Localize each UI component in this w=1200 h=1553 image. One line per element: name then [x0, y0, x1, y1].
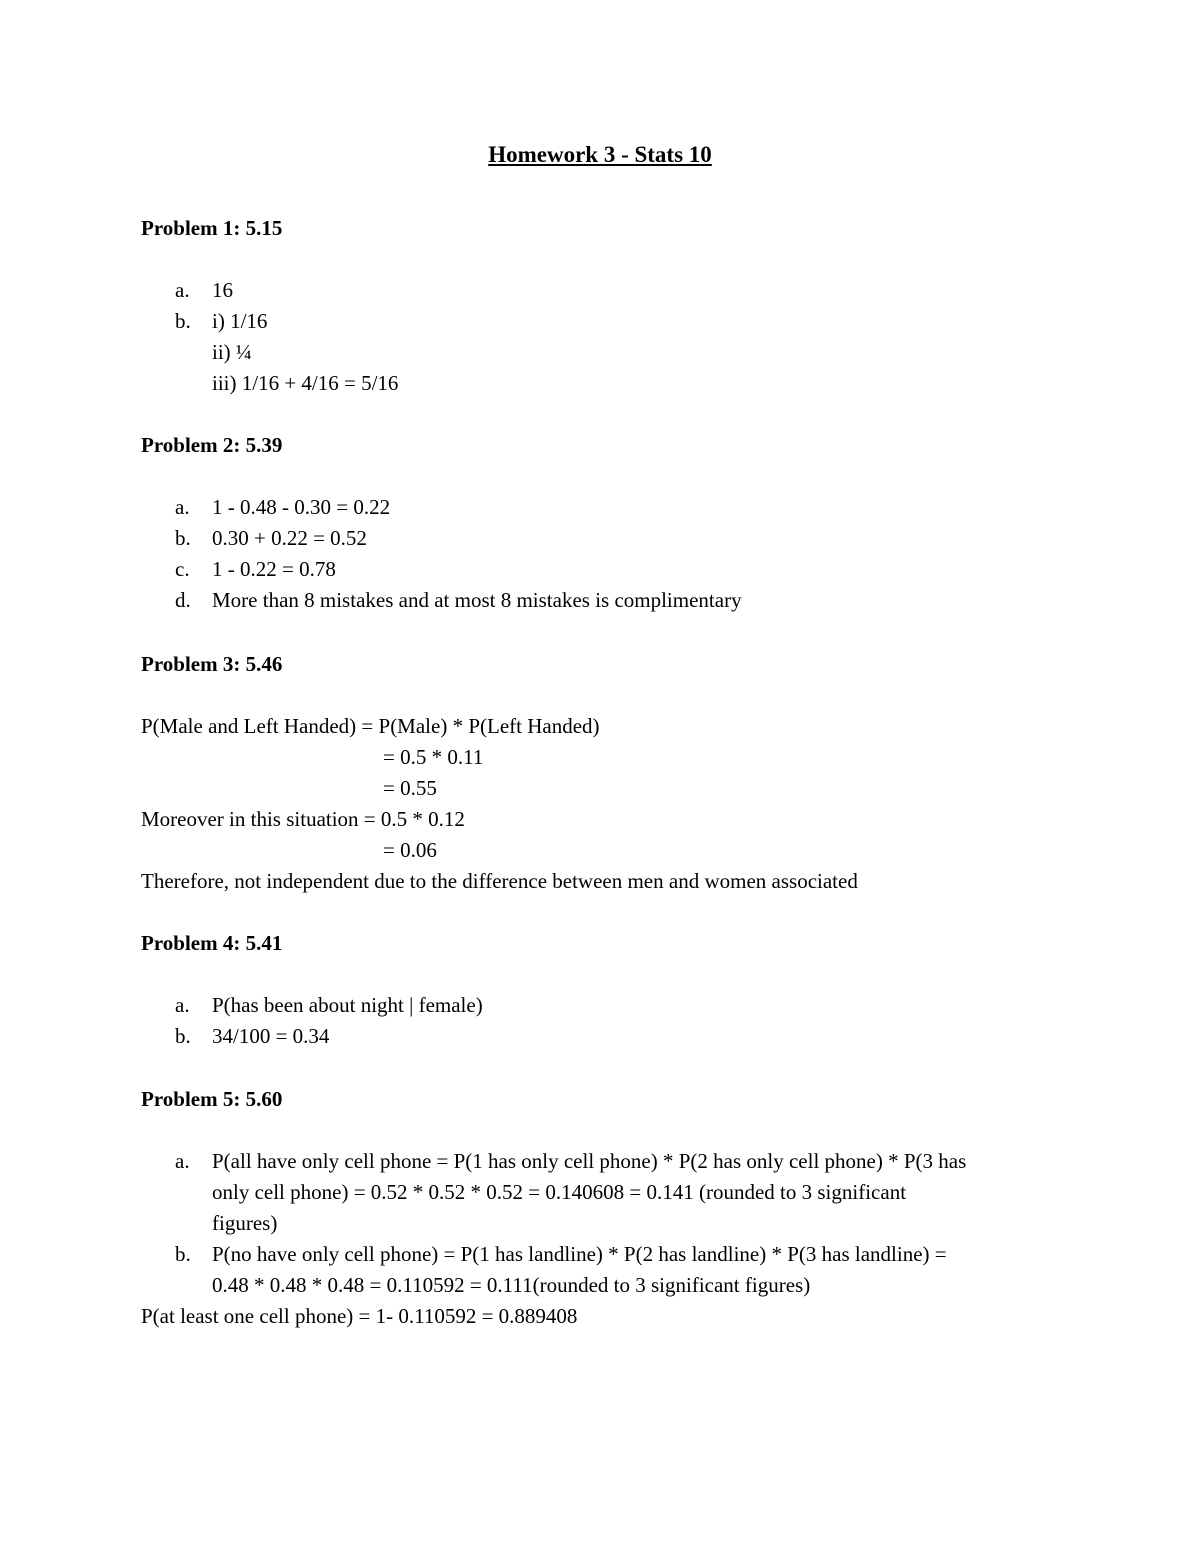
problem-2-d-marker: d. [175, 588, 191, 612]
problem-5-a-line-3: figures) [212, 1211, 278, 1235]
problem-1-b-marker: b. [175, 309, 191, 333]
problem-2-b-marker: b. [175, 526, 191, 550]
problem-5-b-marker: b. [175, 1242, 191, 1266]
problem-1-b-i-answer: i) 1/16 [212, 309, 268, 333]
problem-5-b-line-2: 0.48 * 0.48 * 0.48 = 0.110592 = 0.111(rounded to 3 significant figures) [212, 1273, 811, 1297]
problem-4-b-answer: 34/100 = 0.34 [212, 1024, 330, 1048]
problem-2-d-answer: More than 8 mistakes and at most 8 mistakes is complimentary [212, 588, 742, 612]
problem-2-a-marker: a. [175, 495, 190, 519]
problem-1-b-ii-answer: ii) ¼ [212, 340, 252, 364]
problem-3-line-6: Therefore, not independent due to the difference between men and women associated [141, 869, 858, 893]
problem-1-b-iii-answer: iii) 1/16 + 4/16 = 5/16 [212, 371, 399, 395]
problem-3-line-5: = 0.06 [383, 838, 437, 862]
problem-3-line-1: P(Male and Left Handed) = P(Male) * P(Left Handed) [141, 714, 600, 738]
problem-5-a-line-2: only cell phone) = 0.52 * 0.52 * 0.52 = 0.140608 = 0.141 (rounded to 3 significant [212, 1180, 907, 1204]
problem-2-heading: Problem 2: 5.39 [141, 433, 283, 457]
problem-5-b-line-1: P(no have only cell phone) = P(1 has landline) * P(2 has landline) * P(3 has landline) = [212, 1242, 947, 1266]
problem-4-a-answer: P(has been about night | female) [212, 993, 483, 1017]
problem-1-a-marker: a. [175, 278, 190, 302]
problem-3-line-4: Moreover in this situation = 0.5 * 0.12 [141, 807, 465, 831]
problem-5-heading: Problem 5: 5.60 [141, 1087, 283, 1111]
problem-4-b-marker: b. [175, 1024, 191, 1048]
problem-4-a-marker: a. [175, 993, 190, 1017]
problem-2-c-marker: c. [175, 557, 190, 581]
problem-3-heading: Problem 3: 5.46 [141, 652, 283, 676]
document-title: Homework 3 - Stats 10 [488, 142, 712, 167]
problem-2-b-answer: 0.30 + 0.22 = 0.52 [212, 526, 367, 550]
problem-3-line-3: = 0.55 [383, 776, 437, 800]
problem-5-a-line-1: P(all have only cell phone = P(1 has only cell phone) * P(2 has only cell phone) * P(3 has [212, 1149, 967, 1173]
problem-4-heading: Problem 4: 5.41 [141, 931, 283, 955]
problem-1-heading: Problem 1: 5.15 [141, 216, 283, 240]
problem-5-a-marker: a. [175, 1149, 190, 1173]
problem-3-line-2: = 0.5 * 0.11 [383, 745, 484, 769]
problem-2-c-answer: 1 - 0.22 = 0.78 [212, 557, 336, 581]
problem-5-c-line: P(at least one cell phone) = 1- 0.110592 = 0.889408 [141, 1304, 578, 1328]
problem-1-a-answer: 16 [212, 278, 233, 302]
problem-2-a-answer: 1 - 0.48 - 0.30 = 0.22 [212, 495, 391, 519]
